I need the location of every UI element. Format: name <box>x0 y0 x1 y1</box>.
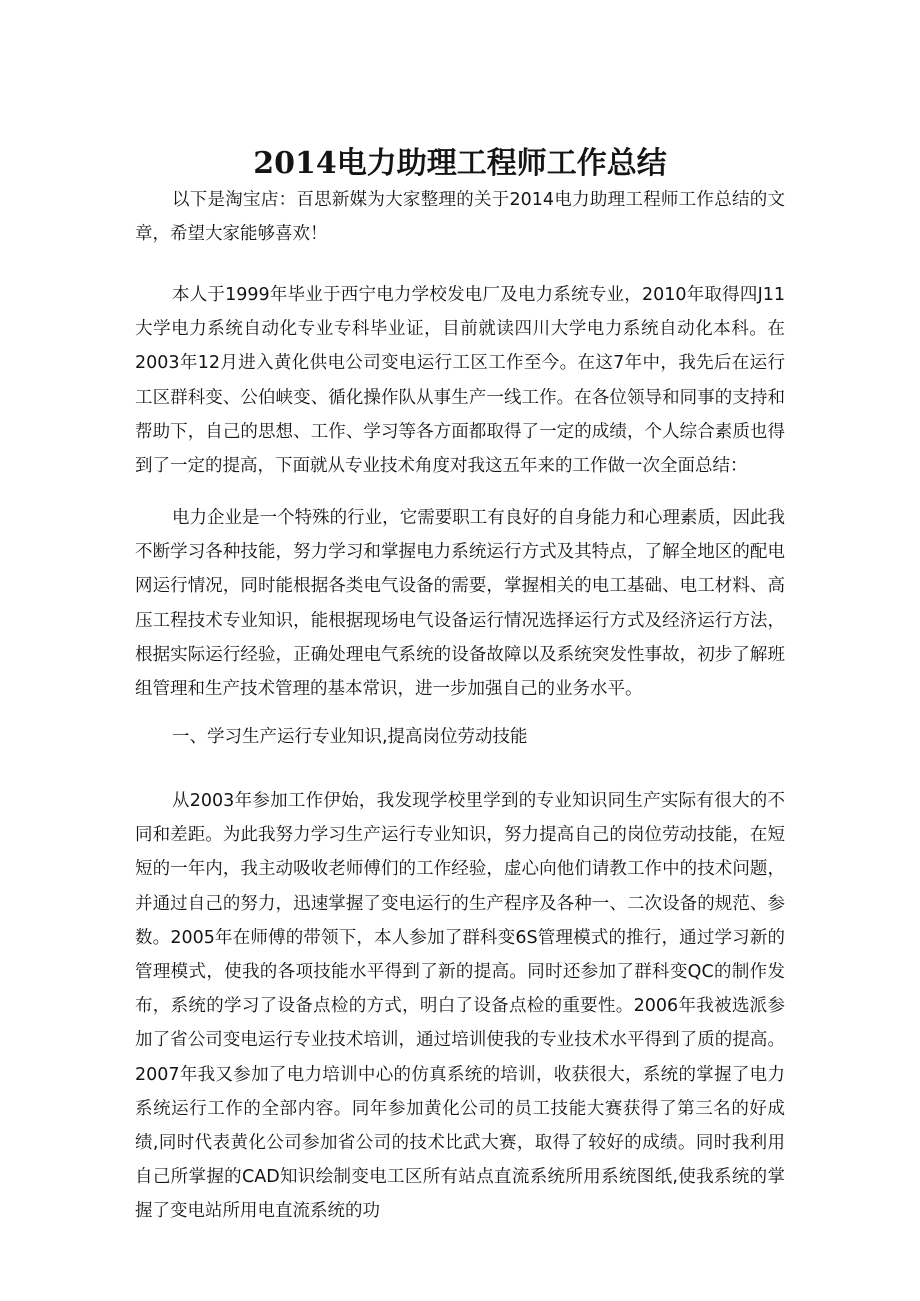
section-heading: 一、学习生产运行专业知识,提高岗位劳动技能 <box>172 727 528 747</box>
paragraph-1: 本人于1999年毕业于西宁电力学校发电厂及电力系统专业，2010年取得四J11大学电力系统自动化专业专科毕业证，目前就读四川大学电力系统自动化本科。在2003年12月进入黄化供电公司变电运行工区工作至今。在这7年中，我先后在运行工区群科变、公伯峡变、循化操作队从事生产一线工作。在各位领导和同事的支持和帮助下，自己的思想、工作、学习等各方面都取得了一定的成绩，个人综合素质也得到了一定的提高，下面就从专业技术角度对我这五年来的工作做一次全面总结： <box>135 285 785 477</box>
paragraph-3: 从2003年参加工作伊始，我发现学校里学到的专业知识同生产实际有很大的不同和差距。为此我努力学习生产运行专业知识，努力提高自己的岗位劳动技能，在短短的一年内，我主动吸收老师傅们的工作经验，虚心向他们请教工作中的技术问题，并通过自己的努力，迅速掌握了变电运行的生产程序及各种一、二次设备的规范、参数。2005年在师傅的带领下，本人参加了群科变6S管理模式的推行，通过学习新的管理模式，使我的各项技能水平得到了新的提高。同时还参加了群科变QC的制作发布，系统的学习了设备点检的方式，明白了设备点检的重要性。2006年我被选派参加了省公司变电运行专业技术培训，通过培训使我的专业技术水平得到了质的提高。2007年我又参加了电力培训中心的仿真系统的培训，收获很大，系统的掌握了电力系统运行工作的全部内容。同年参加黄化公司的员工技能大赛获得了第三名的好成绩,同时代表黄化公司参加省公司的技术比武大赛，取得了较好的成绩。同时我利用自己所掌握的CAD知识绘制变电工区所有站点直流系统所用系统图纸,使我系统的掌握了变电站所用电直流系统的功 <box>135 791 785 1222</box>
document-title: 2014电力助理工程师工作总结 <box>253 146 667 182</box>
paragraph-2: 电力企业是一个特殊的行业，它需要职工有良好的自身能力和心理素质，因此我不断学习各种技能，努力学习和掌握电力系统运行方式及其特点，了解全地区的配电网运行情况，同时能根据各类电气设备的需要，掌握相关的电工基础、电工材料、高压工程技术专业知识，能根据现场电气设备运行情况选择运行方式及经济运行方法，根据实际运行经验，正确处理电气系统的设备故障以及系统突发性事故，初步了解班组管理和生产技术管理的基本常识，进一步加强自己的业务水平。 <box>135 508 785 700</box>
intro-paragraph: 以下是淘宝店：百思新媒为大家整理的关于2014电力助理工程师工作总结的文章，希望大家能够喜欢！ <box>135 190 785 245</box>
